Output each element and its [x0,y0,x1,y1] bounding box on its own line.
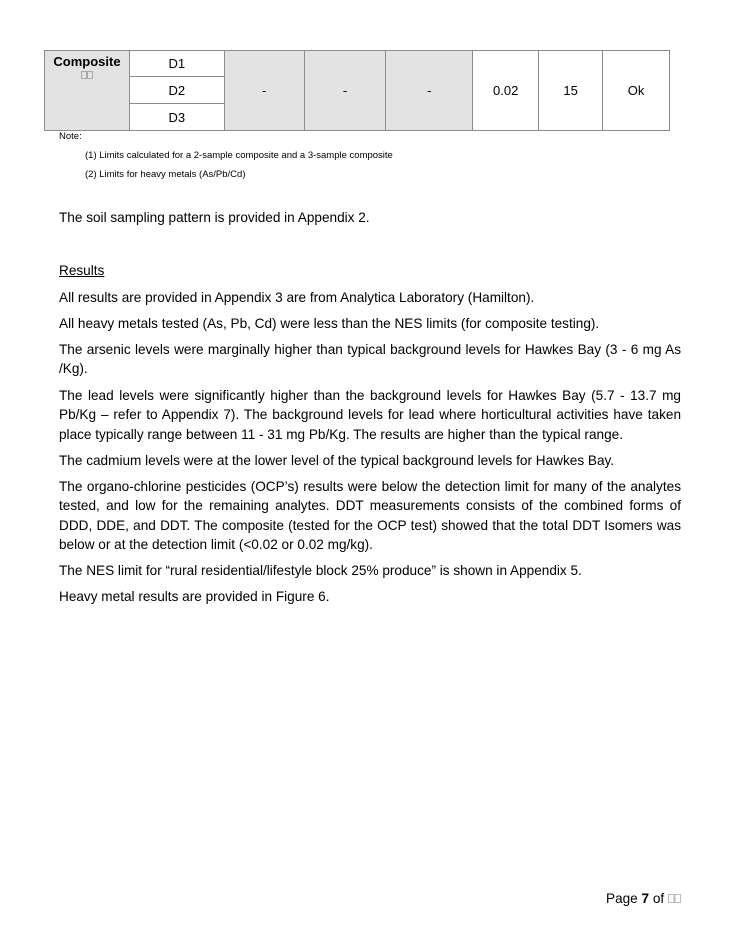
sample-cell: D3 [129,104,224,131]
composite-label: Composite [53,54,121,69]
sampling-paragraph: The soil sampling pattern is provided in Appendix 2. [59,210,370,225]
paragraph: The arsenic levels were marginally higher than typical background levels for Hawkes Bay (3 - 6 mg As /Kg). [59,342,681,377]
paragraph: All heavy metals tested (As, Pb, Cd) were less than the NES limits (for composite testing). [59,316,600,331]
missing-glyph-icon [81,71,93,79]
value-cell: 15 [539,51,603,131]
page-number: 7 [641,891,650,906]
value-cell: - [224,51,304,131]
note-item: (1) Limits calculated for a 2-sample composite and a 3-sample composite [85,150,393,161]
missing-glyph-icon [668,894,681,903]
composite-cell [45,51,130,131]
note-title: Note: [59,131,82,142]
paragraph: The NES limit for “rural residential/lifestyle block 25% produce” is shown in Appendix 5. [59,563,582,578]
paragraph: All results are provided in Appendix 3 are from Analytica Laboratory (Hamilton). [59,290,535,305]
paragraph: The cadmium levels were at the lower level of the typical background levels for Hawkes Bay. [59,453,615,468]
page-prefix: Page [606,891,638,906]
paragraph: Heavy metal results are provided in Figure 6. [59,589,330,604]
results-heading: Results [59,263,105,278]
composite-results-table [44,50,670,131]
of-label: of [652,891,665,906]
value-cell: - [386,51,473,131]
sample-cell: D1 [129,51,224,77]
table-row [45,51,670,77]
value-cell: 0.02 [473,51,539,131]
value-cell: - [304,51,386,131]
sample-cell: D2 [129,77,224,104]
page-footer [606,891,681,906]
paragraph: The organo-chlorine pesticides (OCP’s) results were below the detection limit for many of the analytes tested, and low for the remaining analytes. DDT measurements consists of the combined forms of DDD, DDE, and DDT. The composite (tested for the OCP test) showed that the total DDT Isomers was below or at the detection limit (<0.02 or 0.02 mg/kg). [59,479,681,553]
status-cell: Ok [603,51,670,131]
note-item: (2) Limits for heavy metals (As/Pb/Cd) [85,169,246,180]
paragraph: The lead levels were significantly higher than the background levels for Hawkes Bay (5.7 - 13.7 mg Pb/Kg – refer to Appendix 7). The background levels for lead where horticultural activities have taken place typically range between 11 - 31 mg Pb/Kg. The results are higher than the typical range. [59,388,681,442]
